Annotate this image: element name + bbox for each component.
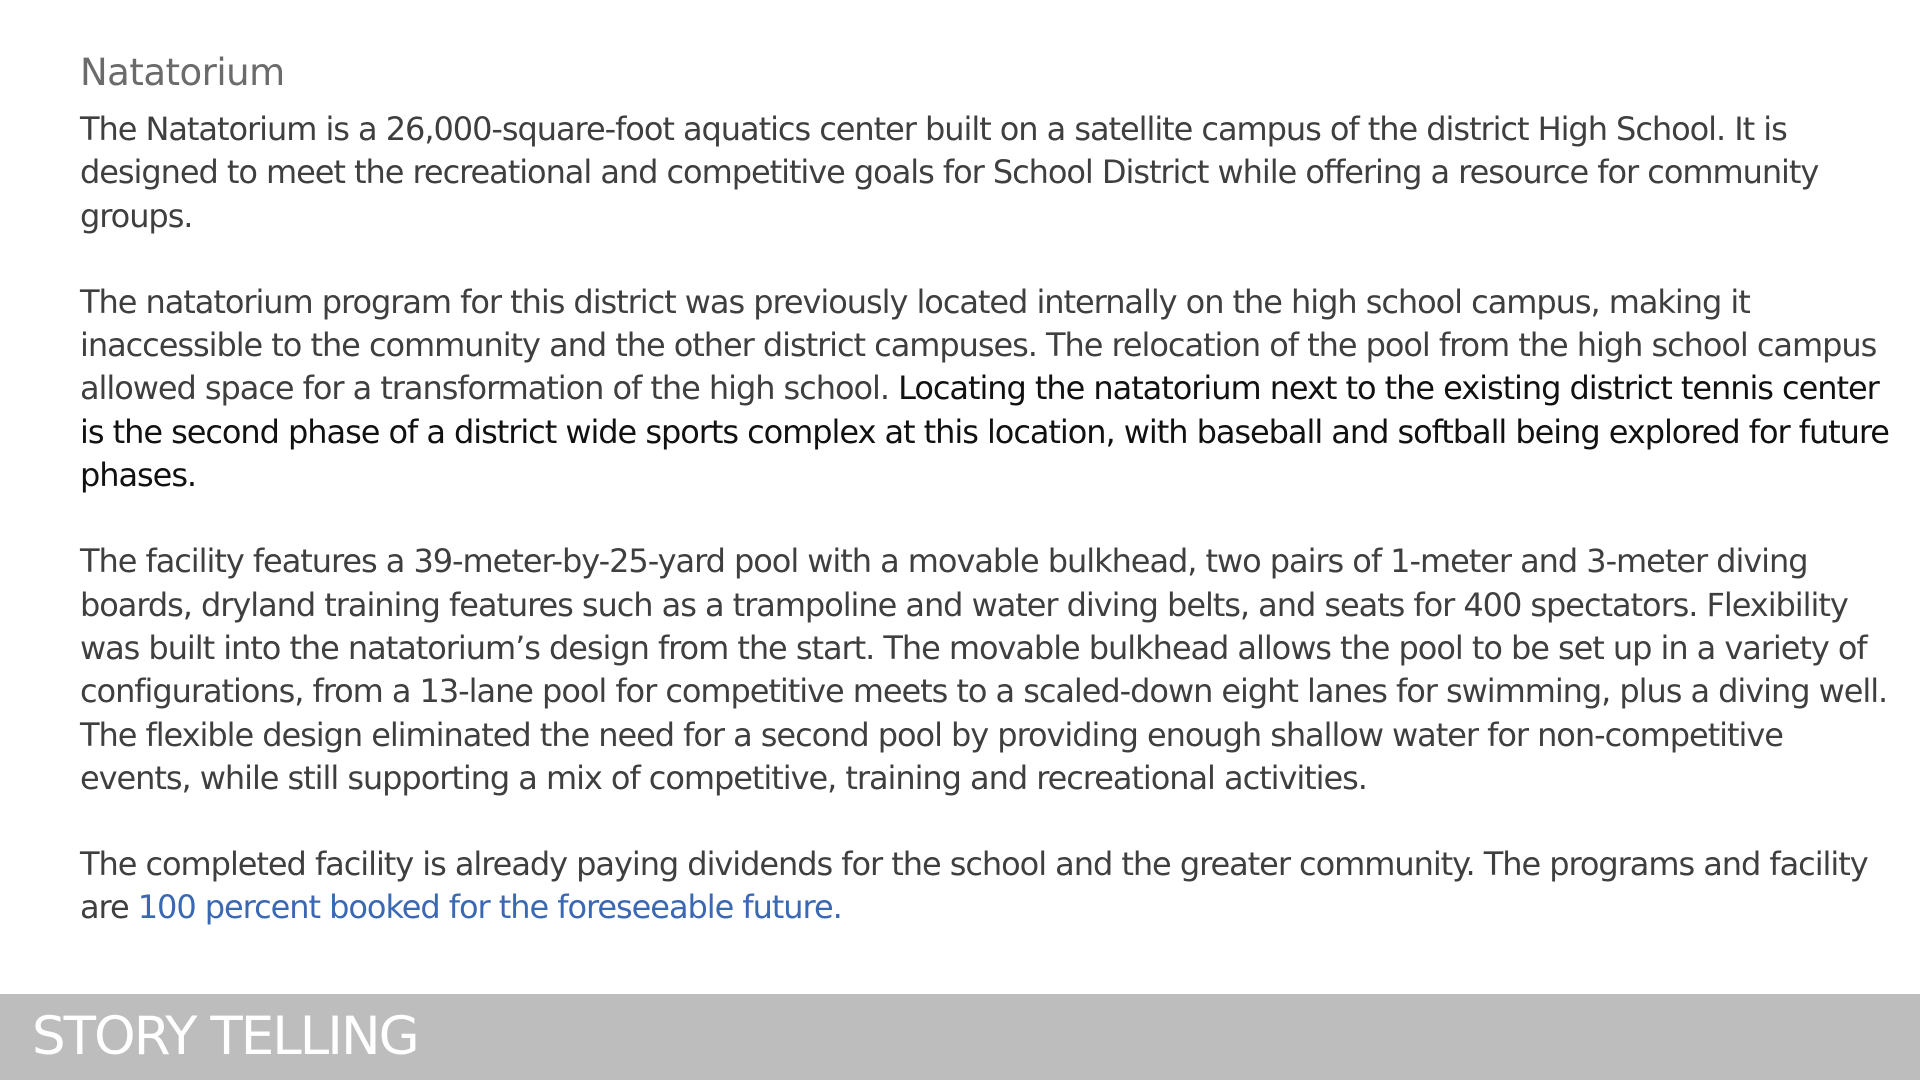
paragraph-results	[80, 843, 1890, 930]
footer-band	[0, 994, 1920, 1080]
paragraph-results-text: The completed facility is already paying dividends for the school and the greater community. The programs and facility are	[80, 845, 1868, 927]
slide-content	[80, 48, 1890, 973]
paragraph-relocation-text: The natatorium program for this district was previously located internally on the high school campus, making it inaccessible to the community and the other district campuses. The relocation of the pool from the high school campus allowed space for a transformation of the high school.	[80, 282, 1877, 408]
page-title: Natatorium	[80, 51, 285, 94]
paragraph-relocation	[80, 281, 1890, 497]
paragraph-facility	[80, 540, 1890, 800]
footer-section-label: STORY TELLING	[32, 1006, 418, 1067]
paragraph-intro-text: The Natatorium is a 26,000-square-foot aquatics center built on a satellite campus of the district High School. It is designed to meet the recreational and competitive goals for School District while offering a resource for community groups.	[80, 110, 1819, 235]
paragraph-relocation-emphasis: Locating the natatorium next to the existing district tennis center is the second phase of a district wide sports complex at this location, with baseball and softball being explored for future phases.	[80, 369, 1889, 495]
paragraph-facility-text: The facility features a 39-meter-by-25-yard pool with a movable bulkhead, two pairs of 1-meter and 3-meter diving boards, dryland training features such as a trampoline and water diving belts, and seats for 400 spectators. Flexibility was built into the natatorium’s design from the start. The movable bulkhead allows the pool to be set up in a variety of configurations, from a 13-lane pool for competitive meets to a scaled-down eight lanes for swimming, plus a diving well. The flexible design eliminated the need for a second pool by providing enough shallow water for non-competitive events, while still supporting a mix of competitive, training and recreational activities.	[80, 542, 1888, 797]
paragraph-intro	[80, 108, 1890, 238]
booked-link[interactable]: 100 percent booked for the foreseeable future.	[137, 888, 842, 927]
